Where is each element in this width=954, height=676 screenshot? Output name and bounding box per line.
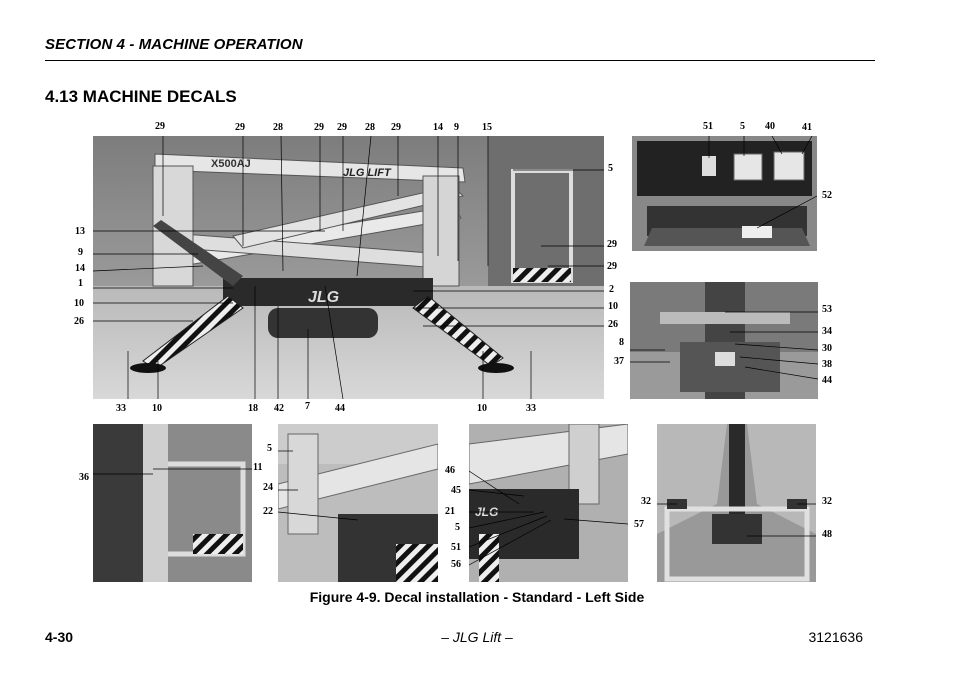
header-rule [45, 60, 875, 61]
photo-base-detail [469, 424, 628, 582]
callout-label: 33 [116, 403, 126, 414]
callout-label: 8 [619, 337, 624, 348]
callout-label: 53 [822, 304, 832, 315]
callout-label: 13 [75, 226, 85, 237]
callout-label: 1 [78, 278, 83, 289]
callout-label: 29 [337, 122, 347, 133]
callout-label: 24 [263, 482, 273, 493]
callout-label: 10 [152, 403, 162, 414]
photo-turntable [630, 282, 818, 399]
callout-label: 46 [445, 465, 455, 476]
callout-label: 48 [822, 529, 832, 540]
callout-label: 5 [608, 163, 613, 174]
callout-label: 51 [703, 121, 713, 132]
callout-label: 40 [765, 121, 775, 132]
callout-label: 56 [451, 559, 461, 570]
callout-label: 29 [155, 121, 165, 132]
callout-label: 5 [267, 443, 272, 454]
callout-label: 37 [614, 356, 624, 367]
callout-label: 26 [74, 316, 84, 327]
callout-label: 18 [248, 403, 258, 414]
jlg-base-decal: JLG [308, 289, 340, 306]
figure-caption: Figure 4-9. Decal installation - Standard - Left Side [309, 589, 645, 605]
callout-label: 29 [391, 122, 401, 133]
callout-label: 38 [822, 359, 832, 370]
callout-label: 36 [79, 472, 89, 483]
callout-label: 21 [445, 506, 455, 517]
callout-label: 51 [451, 542, 461, 553]
callout-label: 26 [608, 319, 618, 330]
callout-label: 32 [822, 496, 832, 507]
section-header: SECTION 4 - MACHINE OPERATION [45, 36, 303, 53]
callout-label: 57 [634, 519, 644, 530]
callout-label: 29 [607, 261, 617, 272]
callout-label: 34 [822, 326, 832, 337]
callout-label: 15 [482, 122, 492, 133]
callout-label: 7 [305, 401, 310, 412]
photo-control-box [632, 136, 817, 251]
callout-label: 41 [802, 122, 812, 133]
callout-label: 33 [526, 403, 536, 414]
callout-label: 42 [274, 403, 284, 414]
page-number: 4-30 [45, 629, 74, 645]
jlg-base-decal-detail: JLG [475, 505, 499, 519]
callout-label: 52 [822, 190, 832, 201]
callout-label: 32 [641, 496, 651, 507]
callout-label: 2 [609, 284, 614, 295]
footer-center: – JLG Lift – [441, 629, 513, 645]
photo-platform-top [657, 424, 816, 582]
callout-label: 29 [607, 239, 617, 250]
callout-label: 22 [263, 506, 273, 517]
callout-label: 44 [335, 403, 345, 414]
callout-label: 10 [477, 403, 487, 414]
section-title: 4.13 MACHINE DECALS [45, 87, 237, 106]
photo-main-machine [93, 136, 604, 399]
callout-label: 9 [454, 122, 459, 133]
callout-label: 5 [455, 522, 460, 533]
callout-label: 44 [822, 375, 832, 386]
callout-label: 14 [433, 122, 443, 133]
callout-label: 28 [365, 122, 375, 133]
callout-label: 14 [75, 263, 85, 274]
photo-jib [278, 424, 438, 582]
callout-label: 29 [314, 122, 324, 133]
callout-label: 9 [78, 247, 83, 258]
callout-label: 10 [608, 301, 618, 312]
jlg-lift-decal: JLG LIFT [343, 167, 391, 179]
callout-label: 10 [74, 298, 84, 309]
photo-platform [93, 424, 252, 582]
callout-label: 11 [253, 462, 263, 473]
callout-label: 5 [740, 121, 745, 132]
callout-label: 29 [235, 122, 245, 133]
doc-number: 3121636 [808, 629, 863, 645]
callout-label: 30 [822, 343, 832, 354]
callout-label: 28 [273, 122, 283, 133]
machine-model-decal: X500AJ [211, 158, 251, 170]
callout-label: 45 [451, 485, 461, 496]
